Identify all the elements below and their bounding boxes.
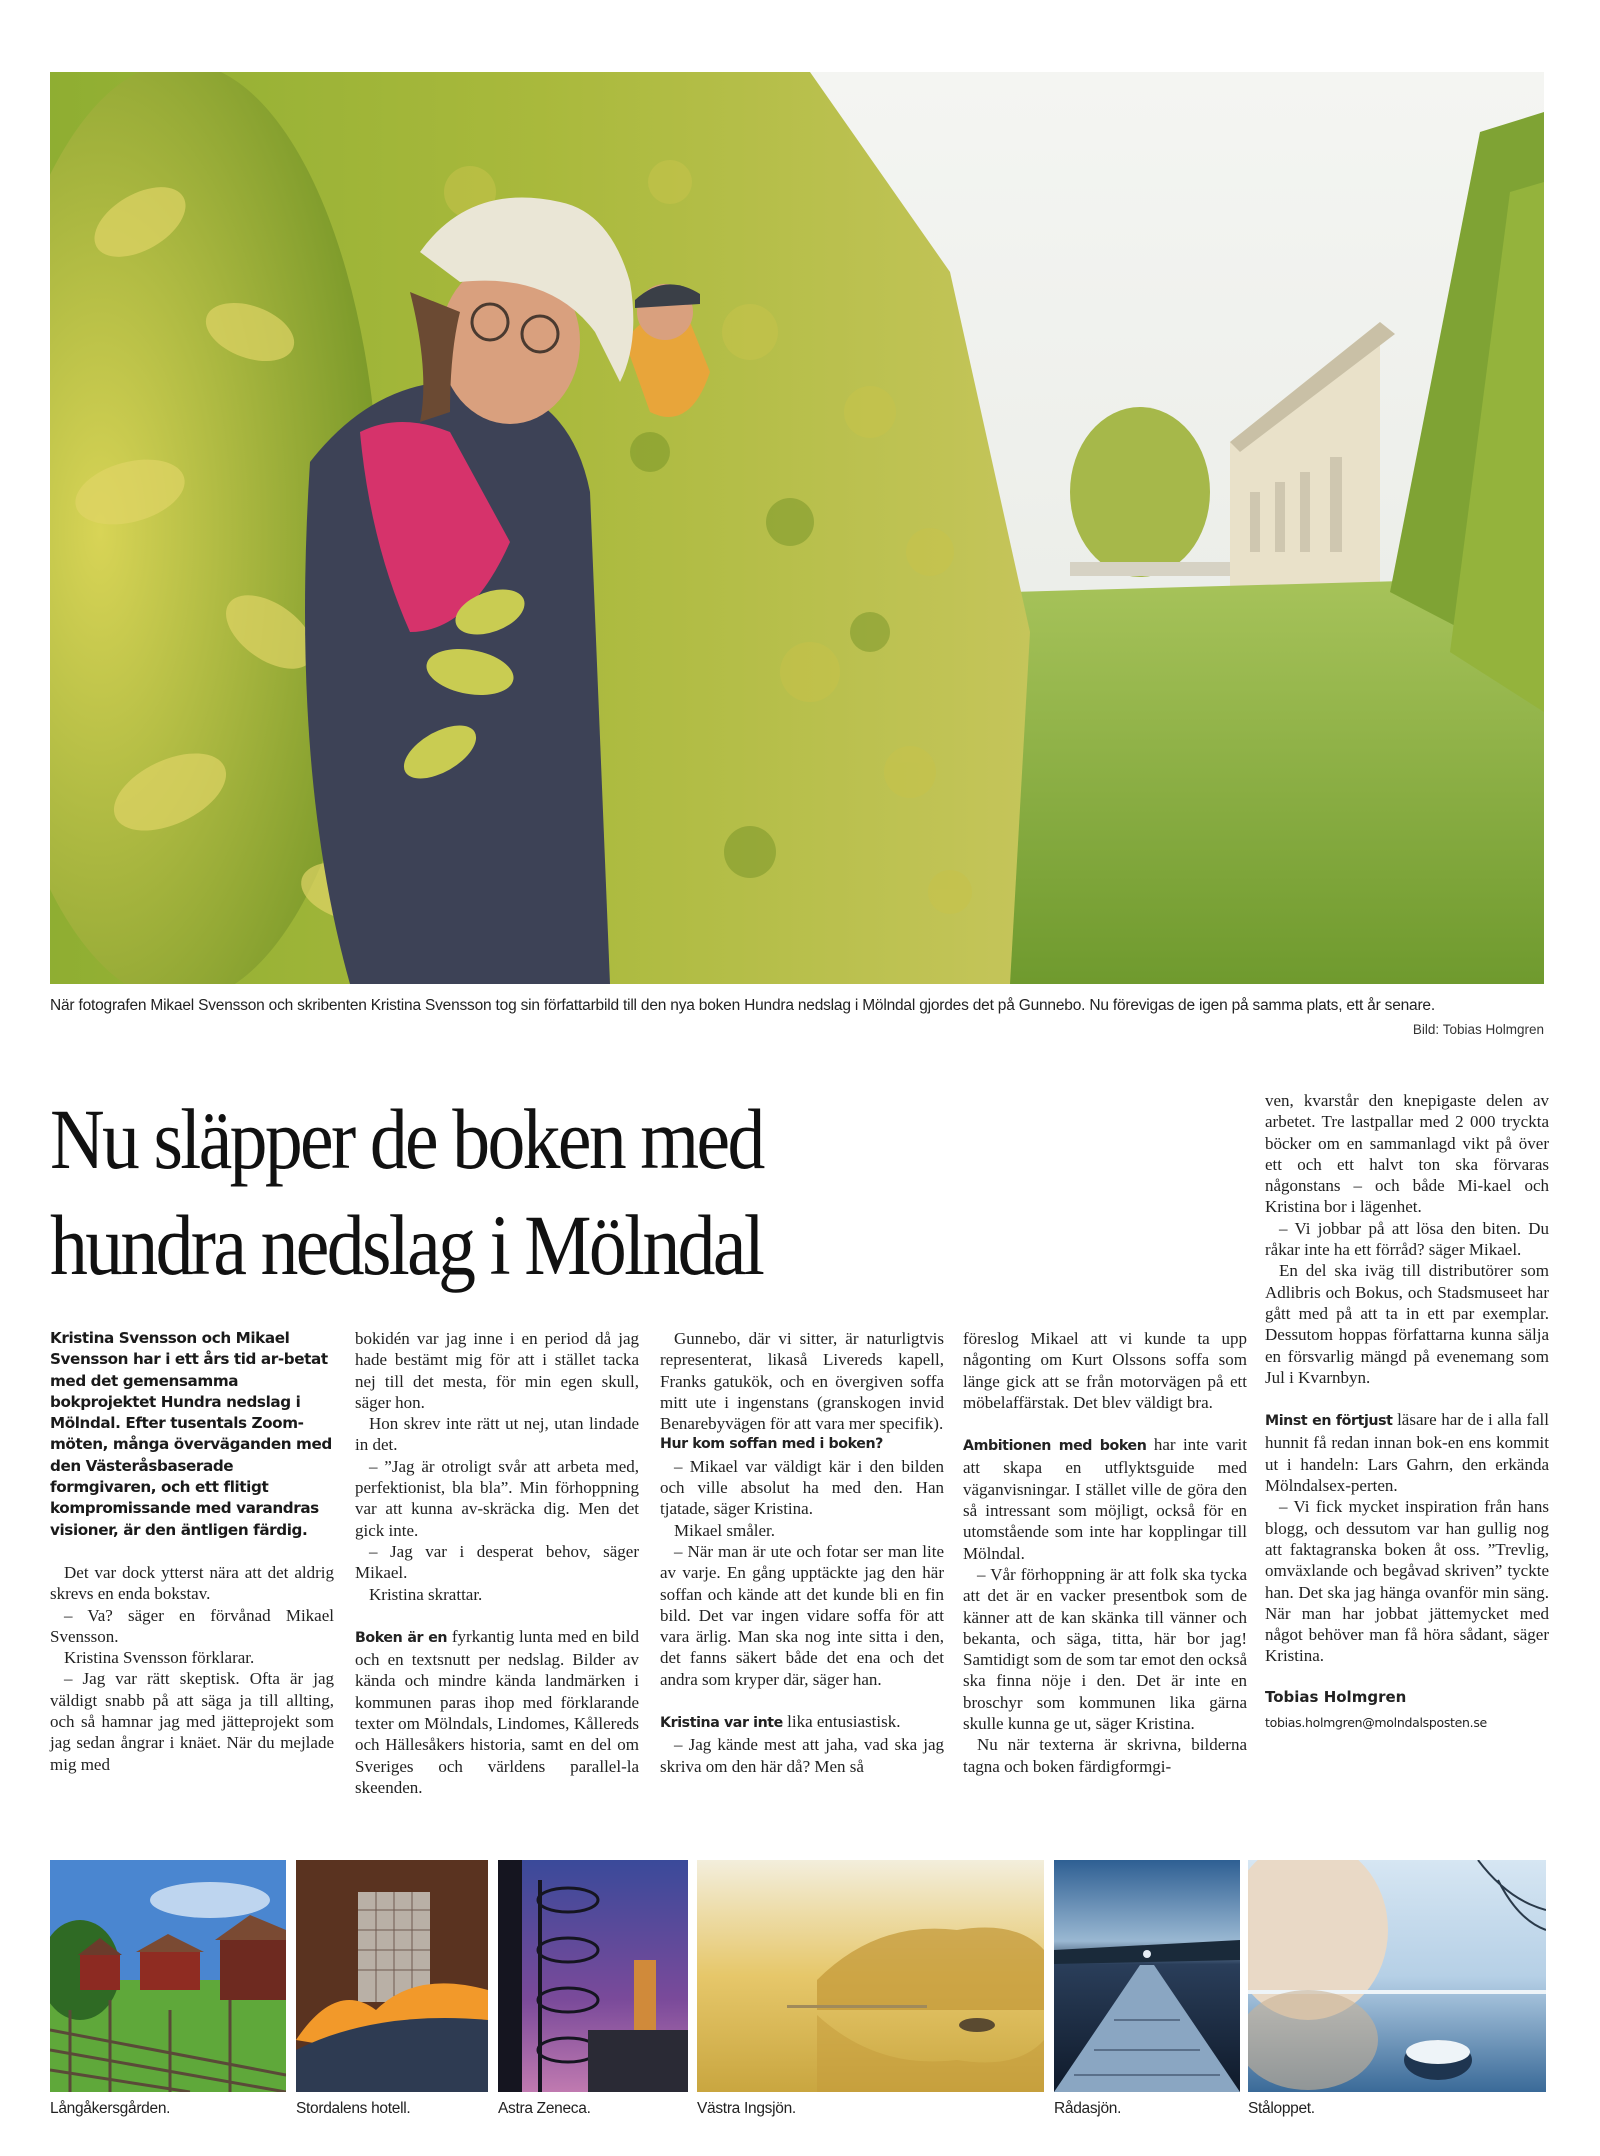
winter-lake-image: [1248, 1860, 1546, 2092]
section-kicker: Minst en förtjust: [1265, 1413, 1393, 1430]
photo-caption: När fotografen Mikael Svensson och skribenten Kristina Svensson tog sin författarbild till den nya boken Hundra nedslag i Mölndal gjordes det på Gunnebo. Nu förevigas de igen på samma plats, ett år senare.: [50, 997, 1435, 1014]
misty-lake-image: [697, 1860, 1044, 2092]
headline-line-2: hundra nedslag i Mölndal: [50, 1197, 763, 1293]
paragraph: – Va? säger en förvånad Mikael Svensson.: [50, 1605, 334, 1646]
photo-credit: Bild: Tobias Holmgren: [1412, 1022, 1544, 1037]
paragraph: Hon skrev inte rätt ut nej, utan lindade in det.: [355, 1414, 639, 1455]
paragraph: Kristina Svensson förklarar.: [64, 1648, 255, 1668]
strip-caption: Ståloppet.: [1248, 2100, 1315, 2117]
paragraph: – Vi fick mycket inspiration från hans blogg, och dessutom var han gullig nog att faktagranska boken åt oss. ”Trevlig, omväxlande och begåvad skriven” tyckte han. Det ska jag hänga ovanför min säng. När man har jobbat jättemycket med något behöver man få höra sådant, säger Kristina.: [1265, 1497, 1549, 1666]
paragraph: – Jag kände mest att jaha, vad ska jag skriva om den här då? Men så: [660, 1735, 944, 1776]
section-kicker: Ambitionen med boken: [963, 1438, 1147, 1455]
astrazeneca-image: [498, 1860, 688, 2092]
section-paragraph: Kristina var inte lika entusiastisk.: [660, 1712, 901, 1732]
jetty-lake-image: [1054, 1860, 1240, 2092]
paragraph: – Mikael var väldigt kär i den bilden och ville absolut ha med den. Han tjatade, säger Kristina.: [660, 1456, 944, 1519]
paragraph: – Jag var i desperat behov, säger Mikael.: [355, 1541, 639, 1583]
paragraph: Mikael småler.: [674, 1520, 776, 1540]
paragraph: – Vår förhoppning är att folk ska tycka att det är en vacker presentbok som de känner att de kan skänka till vänner och bekanta, och säga, titta, här bor jag! Samtidigt som de som tar emot den också ska finna nöje i den. Det är inte en broschyr som kommunen lika gärna skulle kunna ge ut, säger Kristina.: [963, 1564, 1247, 1734]
section-kicker: Kristina var inte: [660, 1715, 783, 1732]
paragraph: Kristina skrattar.: [369, 1584, 483, 1604]
article-headline: [50, 1086, 1088, 1298]
strip-caption: Västra Ingsjön.: [697, 2100, 796, 2117]
strip-photo-stordalens-hotell: [296, 1860, 488, 2118]
strip-photo-radasjon: [1054, 1860, 1240, 2118]
paragraph: – ”Jag är otroligt svår att arbeta med, perfektionist, bla bla”. Min förhoppning var att kunna av-skräcka dig. Men det gick inte.: [355, 1456, 639, 1540]
subheading: Hur kom soffan med i boken?: [660, 1436, 883, 1453]
article-column-5: [1265, 1090, 1549, 1733]
strip-caption: Rådasjön.: [1054, 2100, 1122, 2117]
strip-photo-langakersgarden: [50, 1860, 286, 2118]
paragraph: ven, kvarstår den knepigaste delen av arbetet. Tre lastpallar med 2 000 tryckta böcker om en sammanlagd vikt på över ett och ett halvt ton ska förvaras någonstans – och både Mi-kael och Kristina bor i lägenhet.: [1265, 1091, 1549, 1217]
article-column-4: [963, 1328, 1247, 1777]
article-column-3: [660, 1328, 944, 1777]
strip-photo-vastra-ingsjon: [697, 1860, 1044, 2118]
paragraph: En del ska iväg till distributörer som Adlibris och Bokus, och Stadsmuseet har gått med på att ta in ett par exemplar. Dessutom hoppas författarna kunna sälja en försvarlig mängd på evenemang som Jul i Kvarnbyn.: [1265, 1261, 1549, 1387]
farm-image: [50, 1860, 286, 2092]
strip-caption: Astra Zeneca.: [498, 2100, 591, 2117]
article-column-2: [355, 1328, 639, 1798]
headline-line-1: Nu släpper de boken med: [50, 1091, 763, 1187]
strip-photo-astra-zeneca: [498, 1860, 688, 2118]
paragraph: föreslog Mikael att vi kunde ta upp någonting om Kurt Olssons soffa som länge gick att se från motorvägen på ett möbelaffärstak. Det blev väldigt bra.: [963, 1329, 1247, 1412]
strip-caption: Stordalens hotell.: [296, 2100, 411, 2117]
paragraph: bokidén var jag inne i en period då jag hade bestämt mig för att i stället tacka nej till det mesta, för min egen skull, säger hon.: [355, 1329, 639, 1412]
paragraph: – När man är ute och fotar ser man lite av varje. En gång upptäckte jag den här soffan och kände att det kunde bli en fin bild. Det var ingen vidare soffa för att vara ärlig. Man ska nog inte sitta i den, det fanns säkert både det ena och det andra som kryper där, säger han.: [660, 1541, 944, 1689]
article-lead: Kristina Svensson och Mikael Svensson har i ett års tid ar-betat med det gemensamma bokprojektet Hundra nedslag i Mölndal. Efter tusentals Zoom-möten, många överväganden med den Västeråsbaserade formgivaren, och ett flitigt kompromissande med varandras visioner, är den äntligen färdig.: [50, 1329, 332, 1539]
byline-name: Tobias Holmgren: [1265, 1687, 1407, 1706]
paragraph: Det var dock ytterst nära att det aldrig skrevs en enda bokstav.: [50, 1562, 334, 1604]
hotel-image: [296, 1860, 488, 2092]
paragraph: Gunnebo, där vi sitter, är naturligtvis representerat, likaså Livereds kapell, Franks gatukök, och en övergiven soffa mitt ute i ingenstans (granskogen invid Benarebyvägen för att vara mer specifik).: [660, 1329, 944, 1434]
section-paragraph: Minst en förtjust läsare har de i alla fall hunnit få redan innan bok-en ens kommit ut i handeln: Lars Gahrn, den erkända Mölndalsex-perten.: [1265, 1410, 1549, 1496]
hero-photo: [50, 72, 1544, 984]
paragraph: – Vi jobbar på att lösa den biten. Du råkar inte ha ett förråd? säger Mikael.: [1265, 1218, 1549, 1260]
section-paragraph: Boken är en fyrkantig lunta med en bild och en textsnutt per nedslag. Bilder av kända och mindre kända landmärken i kommunen paras ihop med förklarande texter om Mölndals, Lindomes, Kållereds och Hällesåkers historia, samt en del om Sveriges och världens parallel-la skeenden.: [355, 1626, 640, 1797]
article-column-1: [50, 1328, 334, 1775]
paragraph: – Jag var rätt skeptisk. Ofta är jag väldigt snabb på att säga ja till allting, och så hamnar jag med jätteprojekt som jag sedan ångrar i knäet. När du mejlade mig med: [50, 1669, 334, 1774]
strip-photo-staloppet: [1248, 1860, 1546, 2118]
hedge-portrait-image: [50, 72, 1544, 984]
section-paragraph: Ambitionen med boken har inte varit att skapa en utflyktsguide med väganvisningar. I stället ville de göra den så intressant som möjligt, också för en utomstående som inte har kopplingar till Mölndal.: [963, 1435, 1247, 1563]
strip-caption: Långåkersgården.: [50, 2100, 171, 2117]
section-kicker: Boken är en: [355, 1629, 448, 1646]
paragraph: Nu när texterna är skrivna, bilderna tagna och boken färdigformgi-: [963, 1735, 1247, 1776]
byline-email[interactable]: tobias.holmgren@molndalsposten.se: [1265, 1715, 1487, 1731]
